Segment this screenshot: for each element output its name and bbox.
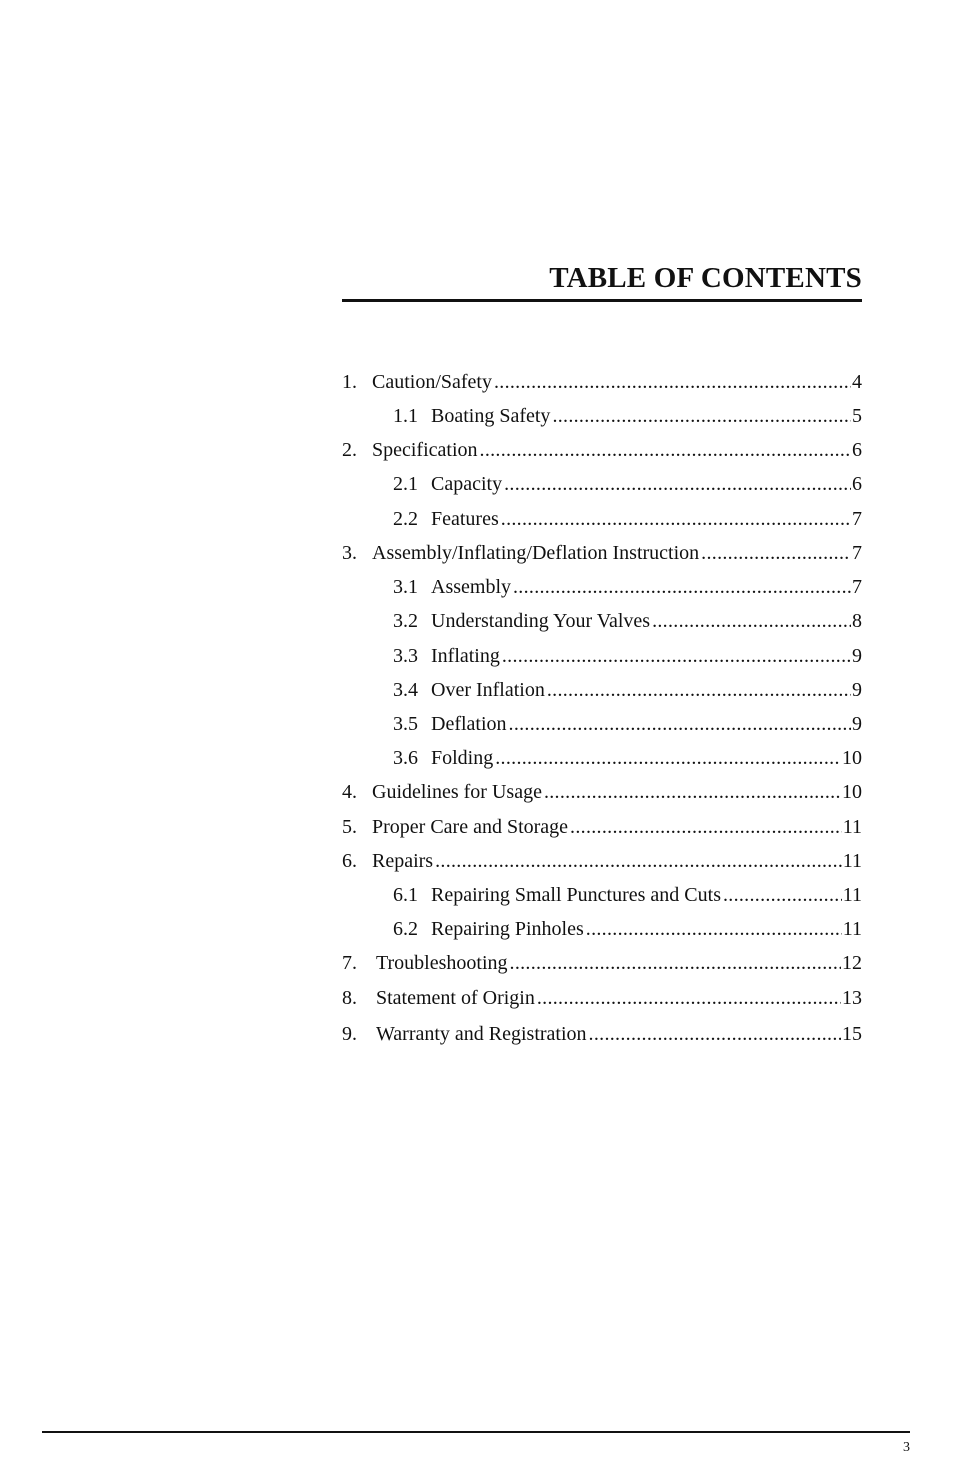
toc-entry-number: 5. [342, 816, 357, 838]
toc-entry[interactable] [342, 536, 862, 570]
toc-entry-page: 11 [842, 884, 862, 906]
toc-entry-number: 8. [342, 987, 357, 1009]
toc-leader-dots [544, 775, 841, 809]
toc-entry-title: Assembly/Inflating/Deflation Instruction [372, 542, 700, 564]
toc-entry-page: 9 [852, 645, 862, 667]
toc-entry-title: Understanding Your Valves [431, 610, 651, 632]
toc-entry-title: Repairing Small Punctures and Cuts [431, 884, 721, 906]
toc-leader-dots [501, 502, 851, 536]
page-number: 3 [903, 1440, 910, 1455]
toc-leader-dots [480, 433, 851, 467]
footer-rule [42, 1431, 910, 1433]
toc-leader-dots [513, 570, 851, 604]
toc-entry-number: 2.1 [393, 473, 418, 495]
toc-entry[interactable] [342, 878, 862, 912]
toc-entry-title: Repairing Pinholes [431, 918, 584, 940]
toc-entry-number: 7. [342, 952, 357, 974]
toc-entry-number: 3.3 [393, 645, 418, 667]
toc-entry[interactable] [342, 707, 862, 741]
toc-entry-page: 10 [842, 747, 862, 769]
toc-leader-dots [701, 536, 851, 570]
toc-entry-title: Troubleshooting [376, 952, 508, 974]
toc-leader-dots [586, 912, 842, 946]
toc-entry-number: 6.1 [393, 884, 418, 906]
toc-entry[interactable] [342, 981, 862, 1015]
toc-entry[interactable] [342, 467, 862, 501]
toc-entry-title: Warranty and Registration [376, 1023, 587, 1045]
toc-entry[interactable] [342, 1017, 862, 1051]
toc-entry-number: 3. [342, 542, 357, 564]
toc-leader-dots [547, 673, 851, 707]
toc-entry-title: Specification [372, 439, 478, 461]
toc-entry-title: Assembly [431, 576, 511, 598]
toc-entry[interactable] [342, 946, 862, 980]
toc-entry-title: Capacity [431, 473, 503, 495]
toc-entry-title: Folding [431, 747, 494, 769]
toc-entry[interactable] [342, 912, 862, 946]
toc-entry[interactable] [342, 741, 862, 775]
toc-entry-page: 6 [852, 473, 862, 495]
toc-leader-dots [570, 810, 842, 844]
toc-entry[interactable] [342, 365, 862, 399]
toc-leader-dots [537, 981, 841, 1015]
toc-entry-title: Caution/Safety [372, 371, 492, 393]
toc-entry-title: Features [431, 508, 499, 530]
toc-entry[interactable] [342, 433, 862, 467]
toc-entry[interactable] [342, 502, 862, 536]
toc-entry-page: 5 [852, 405, 862, 427]
toc-leader-dots [502, 639, 851, 673]
toc-entry-number: 3.2 [393, 610, 418, 632]
title-underline [342, 299, 862, 302]
toc-entry[interactable] [342, 604, 862, 638]
toc-entry[interactable] [342, 844, 862, 878]
toc-entry-number: 9. [342, 1023, 357, 1045]
toc-leader-dots [652, 604, 851, 638]
toc-entry-number: 3.5 [393, 713, 418, 735]
toc-leader-dots [509, 707, 851, 741]
toc-entry-title: Repairs [372, 850, 434, 872]
toc-entry-page: 7 [852, 576, 862, 598]
toc-entry-title: Over Inflation [431, 679, 545, 701]
toc-entry-page: 7 [852, 508, 862, 530]
toc-entry-page: 11 [842, 816, 862, 838]
toc-entry-title: Proper Care and Storage [372, 816, 569, 838]
toc-leader-dots [510, 946, 841, 980]
toc-entry-page: 11 [842, 918, 862, 940]
toc-leader-dots [589, 1017, 841, 1051]
toc-entry-title: Statement of Origin [376, 987, 535, 1009]
toc-entry[interactable] [342, 673, 862, 707]
toc-entry-number: 3.6 [393, 747, 418, 769]
toc-entry[interactable] [342, 639, 862, 673]
toc-entry[interactable] [342, 570, 862, 604]
toc-entry-page: 11 [842, 850, 862, 872]
page-title: TABLE OF CONTENTS [549, 262, 862, 294]
toc-entry-number: 3.1 [393, 576, 418, 598]
toc-entry-page: 9 [852, 713, 862, 735]
toc-leader-dots [723, 878, 842, 912]
toc-leader-dots [494, 365, 851, 399]
toc-entry-number: 6.2 [393, 918, 418, 940]
toc-entry-page: 4 [852, 371, 862, 393]
toc-entry-page: 9 [852, 679, 862, 701]
toc-entry-page: 15 [842, 1023, 862, 1045]
toc-entry-number: 2. [342, 439, 357, 461]
toc-entry-page: 12 [842, 952, 862, 974]
toc-entry-page: 7 [852, 542, 862, 564]
toc-entry-number: 1.1 [393, 405, 418, 427]
toc-entry-page: 6 [852, 439, 862, 461]
toc-entry[interactable] [342, 399, 862, 433]
toc-entry[interactable] [342, 775, 862, 809]
toc-entry-page: 10 [842, 781, 862, 803]
toc-entry-title: Boating Safety [431, 405, 551, 427]
toc-entry-number: 3.4 [393, 679, 418, 701]
toc-entry[interactable] [342, 810, 862, 844]
toc-entry-page: 13 [842, 987, 862, 1009]
toc-leader-dots [552, 399, 851, 433]
toc-entry-title: Deflation [431, 713, 507, 735]
toc-entry-page: 8 [852, 610, 862, 632]
toc-entry-number: 6. [342, 850, 357, 872]
toc-entry-number: 1. [342, 371, 357, 393]
toc-entry-title: Inflating [431, 645, 500, 667]
toc-leader-dots [504, 467, 851, 501]
toc-entry-title: Guidelines for Usage [372, 781, 542, 803]
toc-entry-number: 4. [342, 781, 357, 803]
toc-entry-number: 2.2 [393, 508, 418, 530]
toc-leader-dots [495, 741, 841, 775]
toc-leader-dots [435, 844, 842, 878]
